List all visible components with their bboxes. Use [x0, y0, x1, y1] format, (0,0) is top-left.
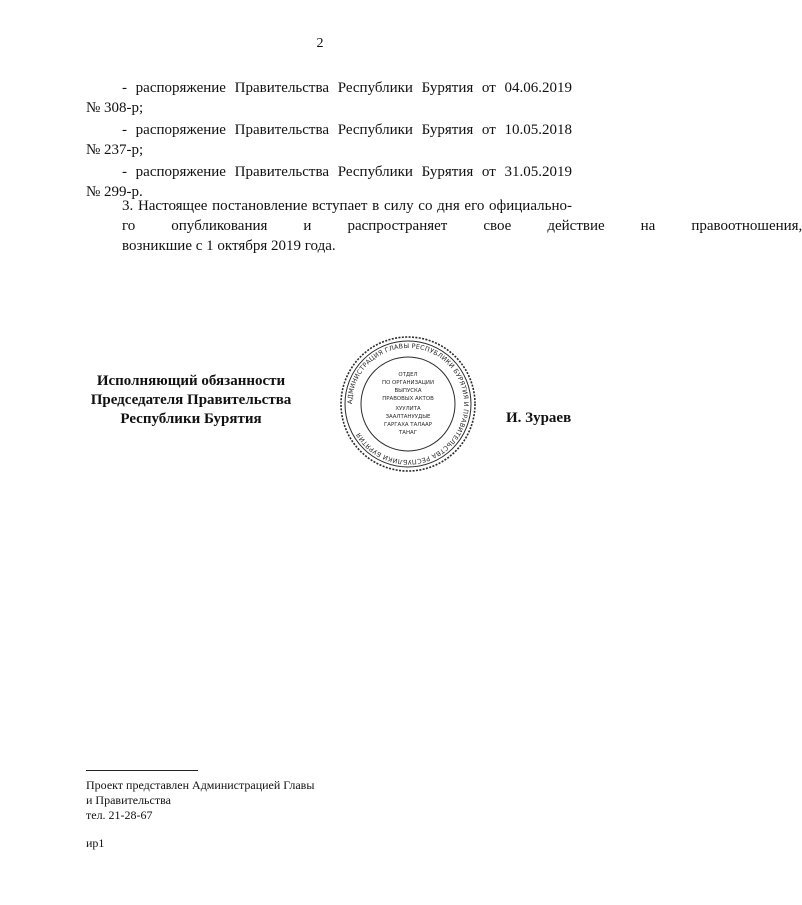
- svg-text:АДМИНИСТРАЦИЯ ГЛАВЫ РЕСПУБЛИКИ: [346, 342, 470, 466]
- seal-inner-line: ТАНАГ: [398, 430, 418, 436]
- resolution-line: возникшие с 1 октября 2019 года.: [122, 238, 336, 254]
- signatory-name: И. Зураев: [506, 410, 572, 426]
- resolution-paragraph: [86, 196, 802, 256]
- order-number: № 299-р.: [86, 184, 143, 200]
- seal-inner-line: ПО ОРГАНИЗАЦИИ: [382, 380, 434, 386]
- official-seal-stamp: [338, 334, 478, 474]
- list-item: [86, 78, 572, 118]
- footnote-line: тел. 21-28-67: [86, 808, 153, 822]
- seal-inner-line: ОТДЕЛ: [398, 372, 418, 378]
- footnote: [86, 778, 314, 823]
- resolution-line: го опубликования и распространяет свое действие на правоотношения,: [122, 218, 802, 234]
- footnote-divider: [86, 770, 198, 771]
- seal-inner-line: ВЫПУСКА: [394, 388, 422, 394]
- seal-outer-text: АДМИНИСТРАЦИЯ ГЛАВЫ РЕСПУБЛИКИ БУРЯТИЯ И ПРАВИТЕЛЬСТВА РЕСПУБЛИКИ БУРЯТИЯ: [345, 341, 471, 467]
- footnote-line: и Правительства: [86, 793, 171, 807]
- order-number: № 237-р;: [86, 142, 144, 158]
- order-text: - распоряжение Правительства Республики Бурятия от 10.05.2018: [122, 122, 572, 138]
- seal-inner-line: ГАРГАХА ТАЛААР: [384, 422, 432, 428]
- seal-inner-line: ЗААЛТАНУУДЫЕ: [385, 414, 431, 420]
- seal-inner-line: ХУУЛИТА: [395, 406, 421, 412]
- order-text: - распоряжение Правительства Республики Бурятия от 31.05.2019: [122, 164, 572, 180]
- orders-list: [86, 78, 572, 204]
- signatory-title-line: Председателя Правительства: [90, 392, 292, 408]
- signatory-title-line: Республики Бурятия: [120, 411, 262, 427]
- order-text: - распоряжение Правительства Республики Бурятия от 04.06.2019: [122, 80, 572, 96]
- page-number: 2: [316, 36, 324, 51]
- resolution-line: 3. Настоящее постановление вступает в силу со дня его официально-: [122, 198, 572, 214]
- order-number: № 308-р;: [86, 100, 144, 116]
- list-item: [86, 120, 572, 160]
- signatory-title: [86, 372, 296, 429]
- signatory-title-line: Исполняющий обязанности: [96, 373, 286, 389]
- seal-inner-line: ПРАВОВЫХ АКТОВ: [382, 396, 434, 402]
- executor-initials: ир1: [86, 836, 105, 850]
- footnote-line: Проект представлен Администрацией Главы: [86, 778, 315, 792]
